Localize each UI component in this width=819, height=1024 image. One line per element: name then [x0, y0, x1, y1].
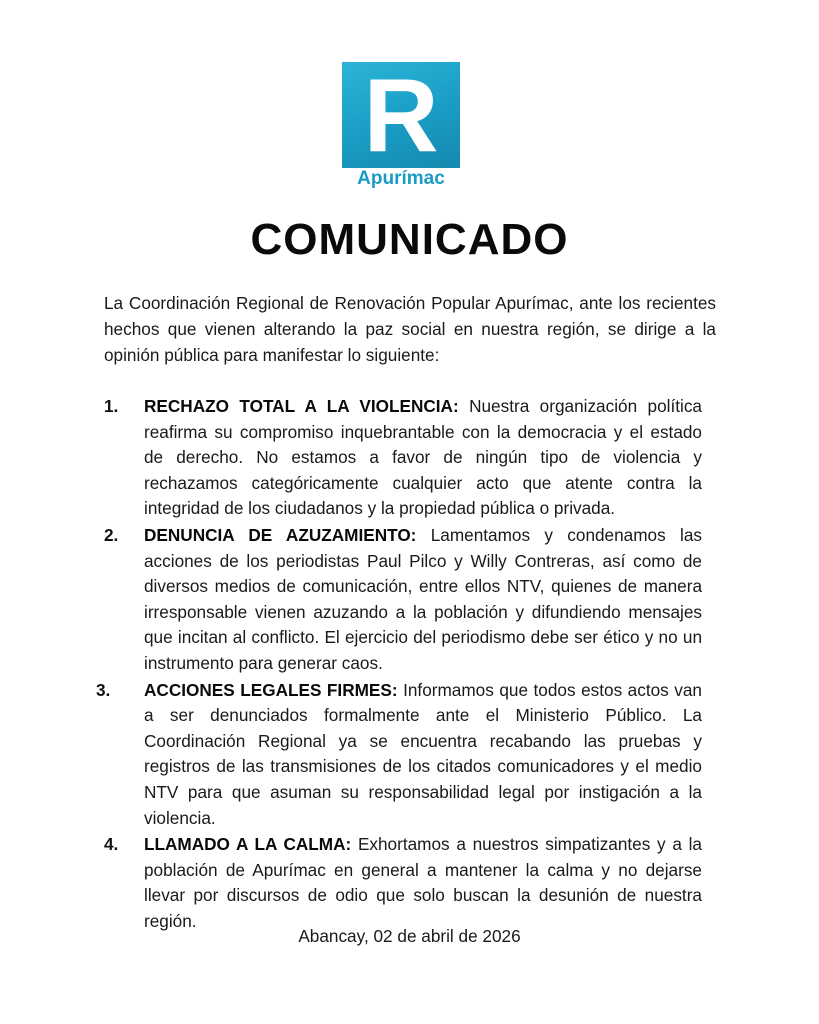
logo-letter: R — [363, 58, 439, 174]
list-item — [0, 523, 819, 677]
item-text — [144, 832, 702, 934]
statement-list — [0, 394, 819, 935]
place-date-line: Abancay, 02 de abril de 2026 — [298, 926, 521, 946]
item-number: 4. — [104, 834, 119, 855]
item-number: 3. — [96, 679, 111, 700]
item-body: Informamos que todos estos actos van a ser denunciados formalmente ante el Ministerio Público. La Coordinación Regional ya se encuentra recabando las pruebas y registros de las transmisiones de los citados comunicadores y el medio NTV para que asuman su responsabilidad legal por instigación a la violencia. — [144, 679, 702, 828]
document-title: COMUNICADO — [250, 215, 569, 264]
item-heading: ACCIONES LEGALES FIRMES: — [144, 679, 398, 700]
item-text — [144, 394, 702, 522]
item-number: 2. — [104, 524, 119, 545]
item-heading: RECHAZO TOTAL A LA VIOLENCIA: — [144, 396, 459, 416]
logo-wordmark: Apurímac — [357, 168, 445, 189]
list-item — [0, 678, 819, 832]
intro-paragraph: La Coordinación Regional de Renovación Popular Apurímac, ante los recientes hechos que vienen alterando la paz social en nuestra región, se dirige a la opinión pública para manifestar lo siguiente: — [104, 293, 716, 365]
item-body: Nuestra organización política reafirma su compromiso inquebrantable con la democracia y el estado de derecho. No estamos a favor de ningún tipo de violencia y rechazamos categóricamente cualquier acto que atente contra la integridad de los ciudadanos y la propiedad pública o privada. — [144, 396, 702, 519]
item-number: 1. — [104, 396, 119, 416]
item-body: Lamentamos y condenamos las acciones de los periodistas Paul Pilco y Willy Contreras, así como de diversos medios de comunicación, entre ellos NTV, quienes de manera irresponsable vienen azuzando a la población y difundiendo mensajes que incitan al conflicto. El ejercicio del periodismo debe ser ético y no un instrumento para generar caos. — [144, 524, 702, 673]
logo-mark — [342, 58, 460, 174]
item-text — [144, 523, 702, 677]
list-item — [0, 394, 819, 522]
party-logo — [342, 58, 460, 192]
item-heading: DENUNCIA DE AZUZAMIENTO: — [144, 524, 417, 545]
item-text — [144, 678, 702, 832]
item-heading: LLAMADO A LA CALMA: — [144, 834, 352, 855]
list-item — [0, 832, 819, 934]
item-body: Exhortamos a nuestros simpatizantes y a la población de Apurímac en general a mantener la calma y no dejarse llevar por discursos de odio que solo buscan la desunión de nuestra región. — [144, 834, 702, 931]
